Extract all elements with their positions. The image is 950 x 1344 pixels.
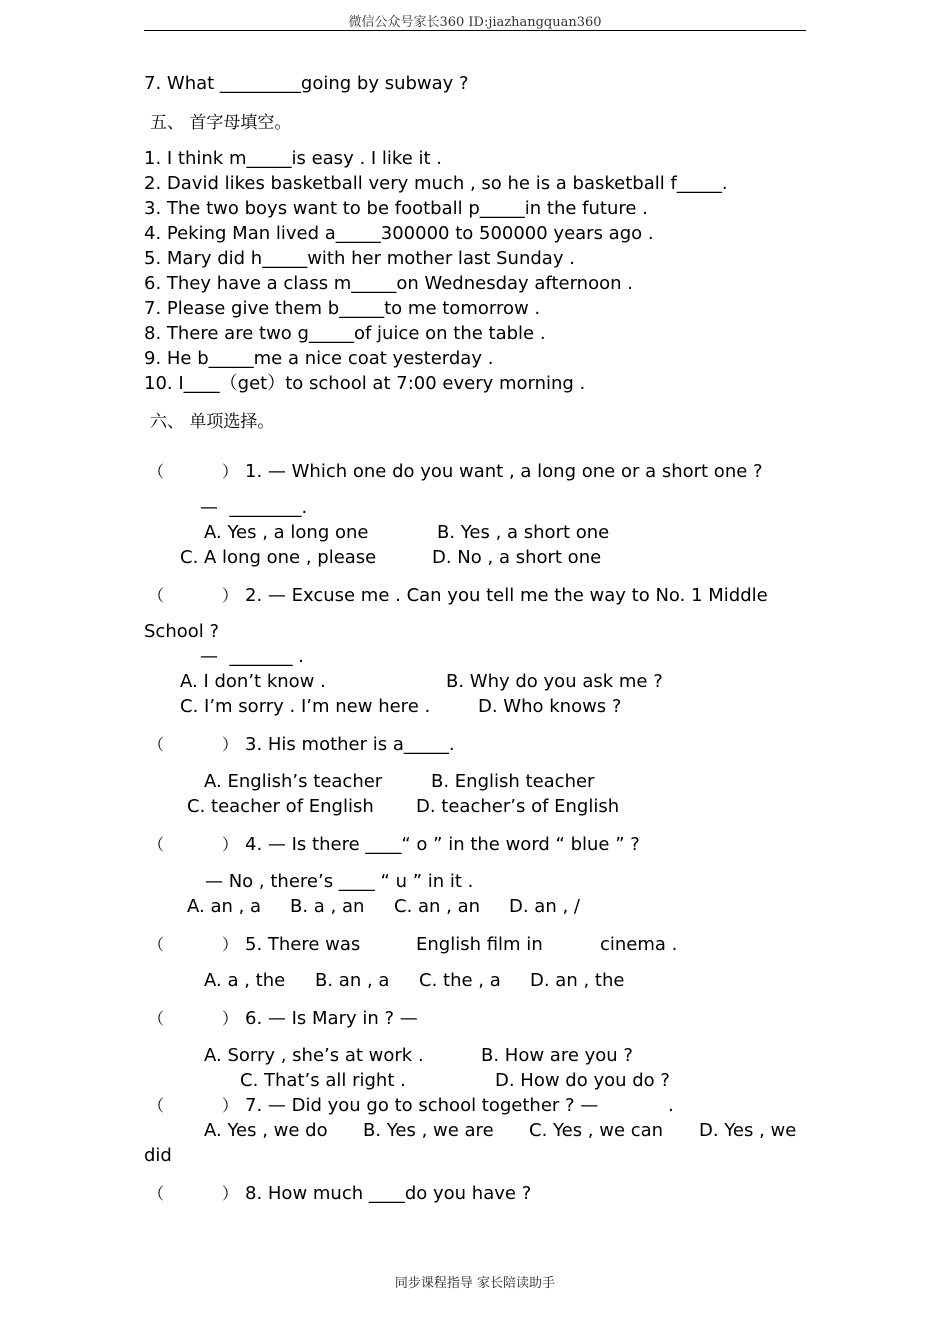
answer-paren-close: ） — [222, 462, 239, 481]
section-6-title: 六、 单项选择。 — [150, 412, 275, 432]
list-item: 9. He b_____me a nice coat yesterday . — [144, 348, 494, 369]
option-d: D. How do you do ? — [495, 1070, 670, 1091]
answer-paren-open: （ — [148, 835, 165, 854]
option-d-continued: did — [144, 1145, 172, 1166]
option-d: D. Who knows ? — [478, 696, 622, 717]
question-stem-part-2: English film in — [416, 934, 543, 955]
option-a: A. Yes , we do — [204, 1120, 328, 1141]
header-divider — [144, 30, 806, 31]
answer-paren-close: ） — [222, 735, 239, 754]
list-item: 5. Mary did h_____with her mother last Sunday . — [144, 248, 575, 269]
question-reply: — ________. — [200, 497, 308, 518]
list-item: 8. There are two g_____of juice on the table . — [144, 323, 546, 344]
option-c: C. teacher of English — [187, 796, 374, 817]
question-stem-part-3: cinema . — [600, 934, 678, 955]
option-b: B. Why do you ask me ? — [446, 671, 663, 692]
page-footer: 同步课程指导 家长陪读助手 — [394, 1276, 556, 1291]
prev-question-7: 7. What _________going by subway ? — [144, 73, 469, 94]
section-5-title: 五、 首字母填空。 — [150, 113, 292, 133]
option-c: C. That’s all right . — [240, 1070, 406, 1091]
list-item: 3. The two boys want to be football p_____in the future . — [144, 198, 648, 219]
option-b: B. Yes , we are — [363, 1120, 494, 1141]
answer-paren-open: （ — [148, 462, 165, 481]
option-c: C. I’m sorry . I’m new here . — [180, 696, 431, 717]
answer-paren-open: （ — [148, 735, 165, 754]
page-header: 微信公众号家长360 ID:jiazhangquan360 — [348, 15, 602, 30]
option-d: D. teacher’s of English — [416, 796, 620, 817]
list-item: 6. They have a class m_____on Wednesday afternoon . — [144, 273, 633, 294]
option-d: D. an , the — [530, 970, 625, 991]
option-b: B. English teacher — [431, 771, 595, 792]
list-item: 2. David likes basketball very much , so he is a basketball f_____. — [144, 173, 728, 194]
question-stem-continued: School ? — [144, 621, 220, 642]
answer-paren-open: （ — [148, 935, 165, 954]
answer-paren-open: （ — [148, 1009, 165, 1028]
question-stem: 6. — Is Mary in ? — — [245, 1008, 418, 1029]
answer-paren-close: ） — [222, 586, 239, 605]
question-stem: 8. How much ____do you have ? — [245, 1183, 532, 1204]
answer-paren-close: ） — [222, 1096, 239, 1115]
answer-paren-close: ） — [222, 1184, 239, 1203]
question-stem: 7. — Did you go to school together ? — — [245, 1095, 599, 1116]
option-c: C. A long one , please — [180, 547, 377, 568]
option-d: D. Yes , we — [699, 1120, 797, 1141]
question-stem: 2. — Excuse me . Can you tell me the way to No. 1 Middle — [245, 585, 768, 606]
option-a: A. a , the — [204, 970, 286, 991]
option-d: D. an , / — [509, 896, 580, 917]
list-item: 7. Please give them b_____to me tomorrow . — [144, 298, 541, 319]
answer-paren-open: （ — [148, 1096, 165, 1115]
answer-paren-close: ） — [222, 1009, 239, 1028]
option-b: B. How are you ? — [481, 1045, 633, 1066]
question-stem-part-1: 5. There was — [245, 934, 361, 955]
option-d: D. No , a short one — [432, 547, 602, 568]
question-reply: — _______ . — [200, 646, 304, 667]
question-reply: — No , there’s ____ “ u ” in it . — [205, 871, 474, 892]
answer-paren-close: ） — [222, 935, 239, 954]
option-a: A. an , a — [187, 896, 262, 917]
option-c: C. Yes , we can — [529, 1120, 664, 1141]
option-b: B. an , a — [315, 970, 390, 991]
option-c: C. an , an — [394, 896, 481, 917]
list-item: 4. Peking Man lived a_____300000 to 500000 years ago . — [144, 223, 654, 244]
question-stem: 3. His mother is a_____. — [245, 734, 455, 755]
answer-paren-open: （ — [148, 1184, 165, 1203]
question-stem: 1. — Which one do you want , a long one or a short one ? — [245, 461, 763, 482]
answer-paren-close: ） — [222, 835, 239, 854]
option-a: A. I don’t know . — [180, 671, 326, 692]
question-period: . — [668, 1095, 674, 1116]
option-a: A. Yes , a long one — [204, 522, 369, 543]
option-b: B. Yes , a short one — [437, 522, 610, 543]
question-stem: 4. — Is there ____“ o ” in the word “ blue ” ? — [245, 834, 640, 855]
list-item: 1. I think m_____is easy . I like it . — [144, 148, 442, 169]
option-b: B. a , an — [290, 896, 365, 917]
list-item: 10. I____（get）to school at 7:00 every morning . — [144, 373, 586, 394]
option-c: C. the , a — [419, 970, 501, 991]
answer-paren-open: （ — [148, 586, 165, 605]
option-a: A. English’s teacher — [204, 771, 383, 792]
option-a: A. Sorry , she’s at work . — [204, 1045, 424, 1066]
